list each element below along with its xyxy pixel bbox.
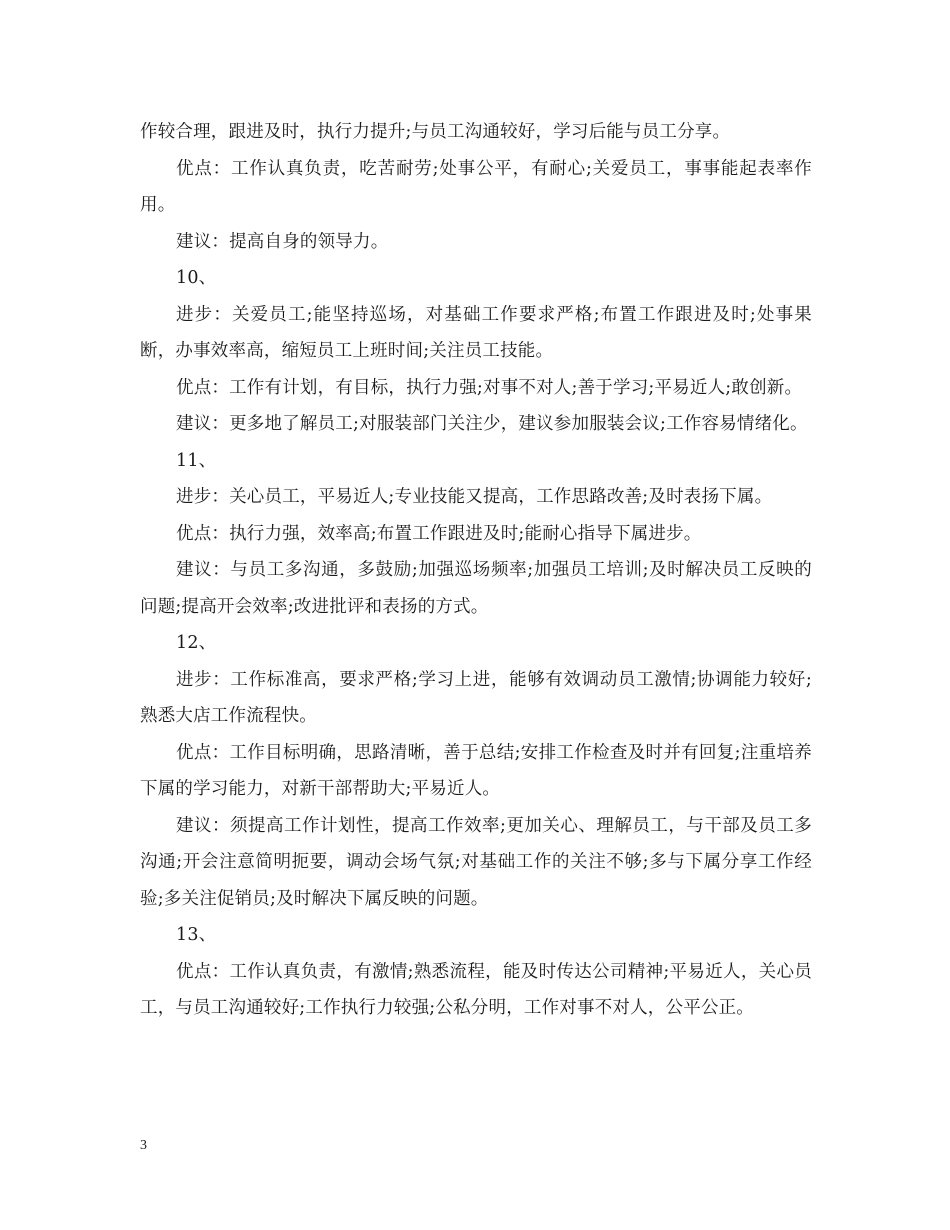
page-number: 3 [140, 1138, 147, 1153]
paragraph: 建议：更多地了解员工;对服装部门关注少，建议参加服装会议;工作容易情绪化。 [176, 414, 808, 434]
paragraph: 优点：工作认真负责，吃苦耐劳;处事公平，有耐心;关爱员工，事事能起表率作用。 [140, 158, 812, 215]
paragraph: 进步：关心员工，平易近人;专业技能又提高，工作思路改善;及时表扬下属。 [176, 487, 773, 507]
paragraph: 优点：执行力强，效率高;布置工作跟进及时;能耐心指导下属进步。 [176, 523, 702, 544]
paragraph: 优点：工作有计划，有目标，执行力强;对事不对人;善于学习;平易近人;敢创新。 [176, 377, 803, 398]
paragraph: 作较合理，跟进及时，执行力提升;与员工沟通较好，学习后能与员工分享。 [140, 122, 731, 142]
paragraph: 建议：提高自身的领导力。 [176, 231, 389, 252]
section-number: 13、 [176, 925, 217, 945]
paragraph: 建议：与员工多沟通，多鼓励;加强巡场频率;加强员工培训;及时解决员工反映的问题;提高开会效率;改进批评和表扬的方式。 [140, 560, 812, 617]
paragraph: 优点：工作认真负责，有激情;熟悉流程，能及时传达公司精神;平易近人，关心员工，与员工沟通较好;工作执行力较强;公私分明，工作对事不对人，公平公正。 [140, 961, 812, 1018]
paragraph: 进步：关爱员工;能坚持巡场，对基础工作要求严格;布置工作跟进及时;处事果断，办事效率高，缩短员工上班时间;关注员工技能。 [140, 304, 812, 361]
section-number: 10、 [176, 268, 217, 288]
paragraph: 优点：工作目标明确，思路清晰，善于总结;安排工作检查及时并有回复;注重培养下属的学习能力，对新干部帮助大;平易近人。 [140, 742, 812, 799]
section-number: 11、 [176, 450, 217, 471]
section-number: 12、 [176, 633, 217, 653]
paragraph: 进步：工作标准高，要求严格;学习上进，能够有效调动员工激情;协调能力较好;熟悉大店工作流程快。 [140, 669, 812, 726]
paragraph: 建议：须提高工作计划性，提高工作效率;更加关心、理解员工，与干部及员工多沟通;开会注意简明扼要，调动会场气氛;对基础工作的关注不够;多与下属分享工作经验;多关注促销员;及时解决下属反映的问题。 [140, 815, 812, 909]
body-text [140, 114, 812, 1027]
